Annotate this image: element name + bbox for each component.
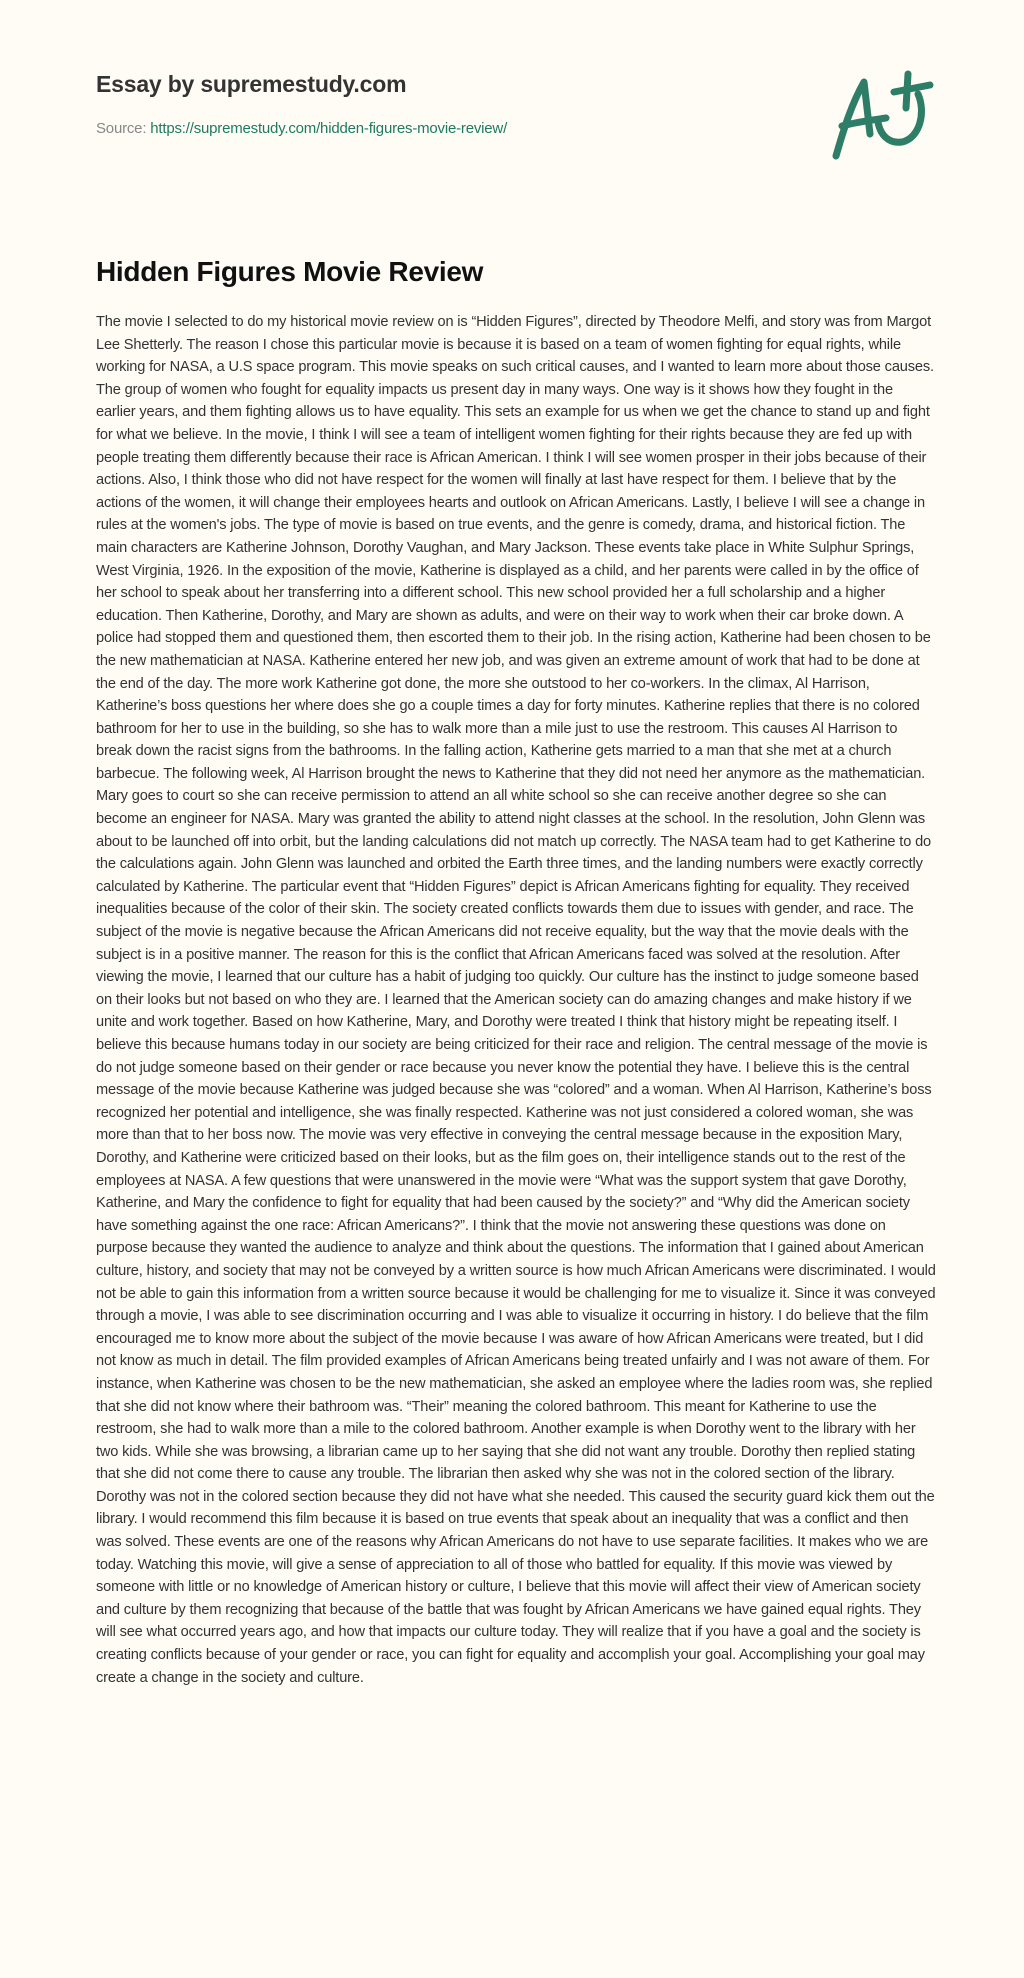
- source-line: [96, 119, 696, 139]
- article-title: Hidden Figures Movie Review: [96, 256, 484, 287]
- source-link[interactable]: https://supremestudy.com/hidden-figures-movie-review/: [150, 120, 508, 137]
- a-plus-grade-icon: [822, 68, 942, 168]
- article-body: The movie I selected to do my historical movie review on is “Hidden Figures”, directed by Theodore Melfi, and story was from Margot Lee Shetterly. The reason I chose this particular movie is because it is based on a team of women fighting for equal rights, while working for NASA, a U.S space program. This movie speaks on such critical causes, and I wanted to learn more about those causes. The group of women who fought for equality impacts us present day in many ways. One way is it shows how they fought in the earlier years, and them fighting allows us to have equality. This sets an example for us when we get the chance to stand up and fight for what we believe. In the movie, I think I will see a team of intelligent women fighting for their rights because they are fed up with people treating them differently because their race is African American. I think I will see women prosper in their jobs because of their actions. Also, I think those who did not have respect for the women will finally at last have respect for them. I believe that by the actions of the women, it will change their employees hearts and outlook on African Americans. Lastly, I believe I will see a change in rules at the women's jobs. The type of movie is based on true events, and the genre is comedy, drama, and historical fiction. The main characters are Katherine Johnson, Dorothy Vaughan, and Mary Jackson. These events take place in White Sulphur Springs, West Virginia, 1926. In the exposition of the movie, Katherine is displayed as a child, and her parents were called in by the office of her school to speak about her transferring into a different school. This new school provided her a full scholarship and a higher education. Then Katherine, Dorothy, and Mary are shown as adults, and were on their way to work when their car broke down. A police had stopped them and questioned them, then escorted them to their job. In the rising action, Katherine had been chosen to be the new mathematician at NASA. Katherine entered her new job, and was given an extreme amount of work that had to be done at the end of the day. The more work Katherine got done, the more she outstood to her co-workers. In the climax, Al Harrison, Katherine’s boss questions her where does she go a couple times a day for forty minutes. Katherine replies that there is no colored bathroom for her to use in the building, so she has to walk more than a mile just to use the restroom. This causes Al Harrison to break down the racist signs from the bathrooms. In the falling action, Katherine gets married to a man that she met at a church barbecue. The following week, Al Harrison brought the news to Katherine that they did not need her anymore as the mathematician. Mary goes to court so she can receive permission to attend an all white school so she can receive another degree so she can become an engineer for NASA. Mary was granted the ability to attend night classes at the school. In the resolution, John Glenn was about to be launched off into orbit, but the landing calculations did not match up correctly. The NASA team had to get Katherine to do the calculations again. John Glenn was launched and orbited the Earth three times, and the landing numbers were exactly correctly calculated by Katherine. The particular event that “Hidden Figures” depict is African Americans fighting for equality. They received inequalities because of the color of their skin. The society created conflicts towards them due to issues with gender, and race. The subject of the movie is negative because the African Americans did not receive equality, but the way that the movie deals with the subject is in a positive manner. The reason for this is the conflict that African Americans faced was solved at the resolution. After viewing the movie, I learned that our culture has a habit of judging too quickly. Our culture has the instinct to judge someone based on their looks but not based on who they are. I learned that the American society can do amazing changes and make history if we unite and work together. Based on how Katherine, Mary, and Dorothy were treated I think that history might be repeating itself. I believe this because humans today in our society are being criticized for their race and religion. The central message of the movie is do not judge someone based on their gender or race because you never know the potential they have. I believe this is the central message of the movie because Katherine was judged because she was “colored” and a woman. When Al Harrison, Katherine’s boss recognized her potential and intelligence, she was finally respected. Katherine was not just considered a colored woman, she was more than that to her boss now. The movie was very effective in conveying the central message because in the exposition Mary, Dorothy, and Katherine were criticized based on their looks, but as the film goes on, their intelligence stands out to the rest of the employees at NASA. A few questions that were unanswered in the movie were “What was the support system that gave Dorothy, Katherine, and Mary the confidence to fight for equality that had been caused by the society?” and “Why did the American society have something against the one race: African Americans?”. I think that the movie not answering these questions was done on purpose because they wanted the audience to analyze and think about the questions. The information that I gained about American culture, history, and society that may not be conveyed by a written source is how much African Americans were discriminated. I would not be able to gain this information from a written source because it would be challenging for me to visualize it. Since it was conveyed through a movie, I was able to see discrimination occurring and I was able to visualize it occurring in history. I do believe that the film encouraged me to know more about the subject of the movie because I was aware of how African Americans were treated, but I did not know as much in detail. The film provided examples of African Americans being treated unfairly and I was not aware of them. For instance, when Katherine was chosen to be the new mathematician, she asked an employee where the ladies room was, she replied that she did not know where their bathroom was. “Their” meaning the colored bathroom. This meant for Katherine to use the restroom, she had to walk more than a mile to the colored bathroom. Another example is when Dorothy went to the library with her two kids. While she was browsing, a librarian came up to her saying that she did not want any trouble. Dorothy then replied stating that she did not come there to cause any trouble. The librarian then asked why she was not in the colored section of the library. Dorothy was not in the colored section because they did not have what she needed. This caused the security guard kick them out the library. I would recommend this film because it is based on true events that speak about an inequality that was a conflict and then was solved. These events are one of the reasons why African Americans do not have to use separate facilities. It makes who we are today. Watching this movie, will give a sense of appreciation to all of those who battled for equality. If this movie was viewed by someone with little or no knowledge of American history or culture, I believe that this movie will affect their view of American society and culture by them recognizing that because of the battle that was fought by African Americans we have gained equal rights. They will see what occurred years ago, and how that impacts our culture today. They will realize that if you have a goal and the society is creating conflicts because of your gender or race, you can fight for equality and accomplish your goal. Accomplishing your goal may create a change in the society and culture.: [96, 314, 936, 1686]
- source-label: Source:: [96, 120, 151, 137]
- essay-article: [96, 254, 936, 1689]
- page-header: [96, 68, 696, 139]
- site-title: Essay by supremestudy.com: [96, 71, 407, 97]
